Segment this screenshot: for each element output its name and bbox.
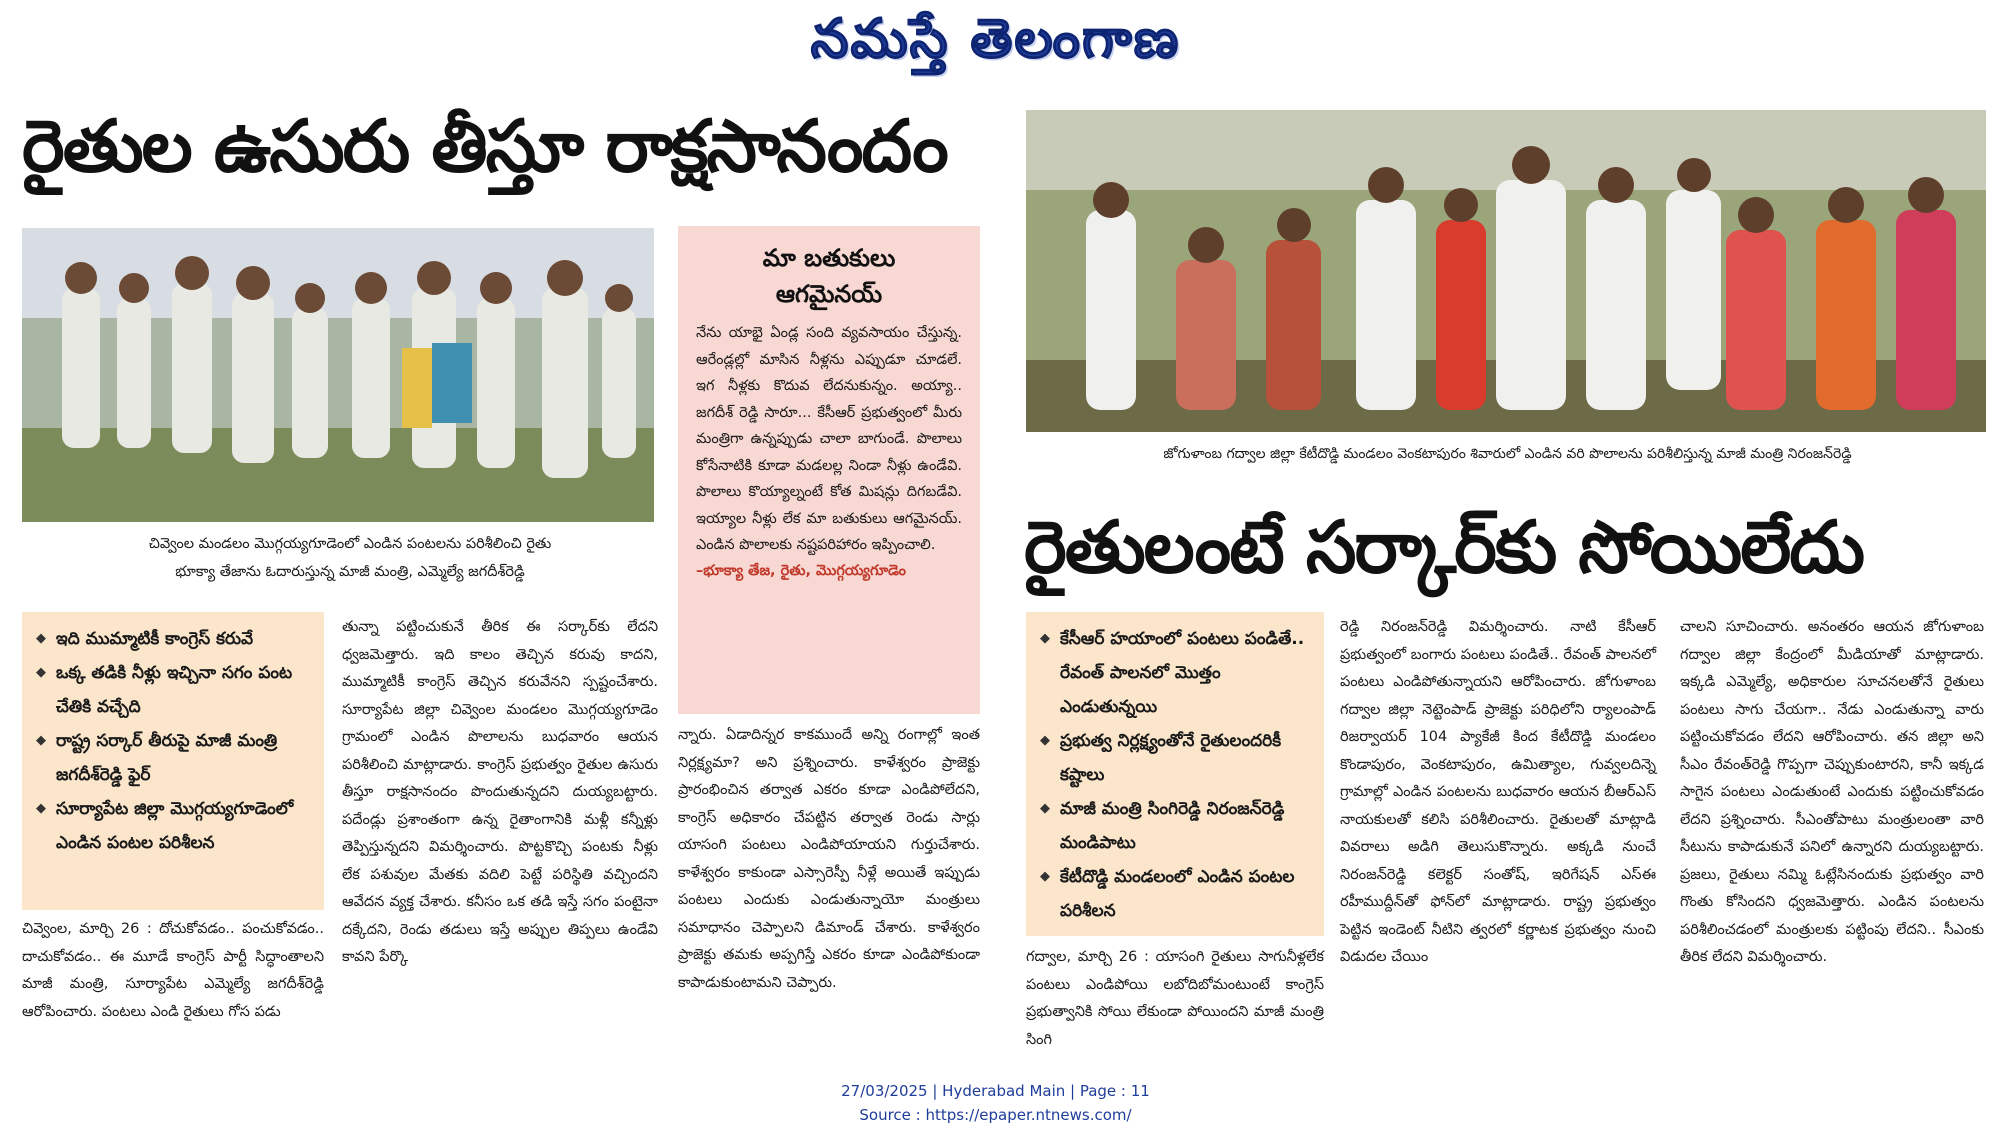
quote-title-line-1: మా బతుకులు xyxy=(762,244,896,272)
quote-title-line-2: ఆగమైనయ్ xyxy=(775,280,883,308)
right-photo-caption: జోగుళాంబ గద్వాల జిల్లా కేటీదొడ్డి మండలం వెంకటాపురం శివారులో ఎండిన వరి పొలాలను పరిశీలిస్తున్న మాజీ మంత్రి నిరంజన్‌రెడ్డి xyxy=(1163,446,1852,462)
newspaper-logo: నమస్తే తెలంగాణ xyxy=(810,6,1181,70)
page-footer-info: 27/03/2025 | Hyderabad Main | Page : 11 xyxy=(841,1082,1150,1100)
left-caption-line-1: చివ్వెంల మండలం మొగ్గయ్యగూడెంలో ఎండిన పంటలను పరిశీలించి రైతు xyxy=(148,536,552,552)
right-story-photo xyxy=(1026,110,1986,432)
source-link[interactable]: Source : https://epaper.ntnews.com/ xyxy=(859,1106,1132,1124)
highlight-item: ◆ రాష్ట్ర సర్కార్ తీరుపై మాజీ మంత్రి జగదీశ్‌రెడ్డి ఫైర్ xyxy=(36,724,314,792)
highlight-item: ◆ ప్రభుత్వ నిర్లక్ష్యంతోనే రైతులందరికీ కష్టాలు xyxy=(1040,724,1314,792)
right-story-column-1: గద్వాల, మార్చి 26 : యాసంగి రైతులు సాగునీళ్లలేక పంటలు ఎండిపోయి లబోదిబోమంటుంటే కాంగ్రెస్ ప్రభుత్వానికి సోయి లేకుండా పోయిందని మాజీ మంత్రి సింగి xyxy=(1026,949,1324,1048)
highlight-item: ◆ ఒక్క తడికి నీళ్లు ఇచ్చినా సగం పంట చేతికి వచ్చేది xyxy=(36,656,314,724)
right-story-highlights xyxy=(1026,612,1324,936)
right-story-headline: రైతులంటే సర్కార్‌కు సోయిలేదు xyxy=(1024,505,1864,589)
highlight-item: ◆ మాజీ మంత్రి సింగిరెడ్డి నిరంజన్‌రెడ్డి మండిపాటు xyxy=(1040,792,1314,860)
left-photo-caption xyxy=(70,530,630,586)
highlight-item: ◆ కేటీదొడ్డి మండలంలో ఎండిన పంటల పరిశీలన xyxy=(1040,860,1314,928)
masthead xyxy=(0,6,1991,76)
right-story-column-2: రెడ్డి నిరంజన్‌రెడ్డి విమర్శించారు. నాటి కేసీఆర్ ప్రభుత్వంలో బంగారు పంటలు పండితే.. రేవంత్ పాలనలో పంటలు ఎండిపోతున్నాయని ఆరోపించారు. జోగుళాంబ గద్వాల జిల్లా నెట్టెంపాడ్ ప్రాజెక్టు పరిధిలోని ర్యాలంపాడ్ రిజర్వాయర్ 104 ప్యాకేజీ కింద కేటీదొడ్డి మండలం కొండాపురం, వెంకటాపురం, ఉమిత్యాల, గువ్వలదిన్నె గ్రామాల్లో ఎండిన పంటలను బుధవారం ఆయన బీఆర్‌ఎస్ నాయకులతో కలిసి పరిశీలించారు. రైతులతో మాట్లాడి వివరాలు అడిగి తెలుసుకొన్నారు. అక్కడి నుంచే నిరంజన్‌రెడ్డి కలెక్టర్ సంతోష్, ఇరిగేషన్ ఎస్‌ఈ రహీముద్దీన్‌తో ఫోన్‌లో మాట్లాడారు. రాష్ట్ర ప్రభుత్వం పెట్టిన ఇండెంట్ నీటిని త్వరలో కర్ణాటక ప్రభుత్వం నుంచి విడుదల చేయిం xyxy=(1340,619,1656,965)
left-story-photo xyxy=(22,228,654,522)
highlight-item: ◆ ఇది ముమ్మాటికీ కాంగ్రెస్ కరువే xyxy=(36,622,314,656)
highlight-item: ◆ సూర్యాపేట జిల్లా మొగ్గయ్యగూడెంలో ఎండిన పంటల పరిశీలన xyxy=(36,792,314,860)
highlight-item: ◆ కేసీఆర్ హయాంలో పంటలు పండితే.. రేవంత్ పాలనలో మొత్తం ఎండుతున్నయి xyxy=(1040,622,1314,724)
left-story-highlights xyxy=(22,612,324,910)
left-story-column-1: చివ్వెంల, మార్చి 26 : దోచుకోవడం.. పంచుకోవడం.. దాచుకోవడం.. ఈ మూడే కాంగ్రెస్ పార్టీ సిద్ధాంతాలని మాజీ మంత్రి, సూర్యాపేట ఎమ్మెల్యే జగదీశ్‌రెడ్డి ఆరోపించారు. పంటలు ఎండి రైతులు గోస పడు xyxy=(22,921,324,1020)
left-story-column-3: న్నారు. ఏడాదిన్నర కాకముందే అన్ని రంగాల్లో ఇంత నిర్లక్ష్యమా? అని ప్రశ్నించారు. కాళేశ్వరం ప్రాజెక్టు ప్రారంభించిన తర్వాత ఎకరం కూడా ఎండిపోలేదని, కాంగ్రెస్ అధికారం చేపట్టిన తర్వాత రెండు సార్లు యాసంగి పంటలు ఎండిపోయాయని గుర్తుచేశారు. కాళేశ్వరం కాకుండా ఎస్సారెస్పీ నీళ్లే అయితే ఇప్పుడు పంటలు ఎందుకు ఎండుతున్నాయో మంత్రులు సమాధానం చెప్పాలని డిమాండ్ చేశారు. కాళేశ్వరం ప్రాజెక్టు తమకు అప్పగిస్తే ఎకరం కూడా ఎండిపోకుండా కాపాడుకుంటామని చెప్పారు. xyxy=(678,727,980,991)
left-story-column-2: తున్నా పట్టించుకునే తీరిక ఈ సర్కార్‌కు లేదని ధ్వజమెత్తారు. ఇది కాలం తెచ్చిన కరువు కాదని, ముమ్మాటికీ కాంగ్రెస్ తెచ్చిన కరువేనని స్పష్టంచేశారు. సూర్యాపేట జిల్లా చివ్వెంల మండలం మొగ్గయ్యగూడెం గ్రామంలో ఎండిన పొలాలను బుధవారం ఆయన పరిశీలించి మాట్లాడారు. కాంగ్రెస్ ప్రభుత్వం రైతుల ఉసురు తీస్తూ రాక్షసానందం పొందుతున్నదని దుయ్యబట్టారు. పదేండ్లు ప్రశాంతంగా ఉన్న రైతాంగానికి మళ్లీ కన్నీళ్లు తెప్పిస్తున్నదని విమర్శించారు. పొట్టకొచ్చి పంటకు నీళ్లు లేక పశువుల మేతకు వదిలి పెట్టే పరిస్థితి వచ్చిందని ఆవేదన వ్యక్త చేశారు. కనీసం ఒక తడి ఇస్తే సగం పంటైనా దక్కేదని, రెండు తడులు ఇస్తే అప్పుల తిప్పలు ఉండేవి కావని పేర్కొ xyxy=(342,619,658,965)
quote-box-title xyxy=(678,240,980,312)
left-caption-line-2: భూక్యా తేజాను ఓదారుస్తున్న మాజీ మంత్రి, ఎమ్మెల్యే జగదీశ్‌రెడ్డి xyxy=(175,564,525,580)
farmer-quote-box xyxy=(678,226,980,714)
left-story-headline: రైతుల ఉసురు తీస్తూ రాక్షసానందం xyxy=(22,104,947,188)
right-story-column-3: చాలని సూచించారు. అనంతరం ఆయన జోగుళాంబ గద్వాల జిల్లా కేంద్రంలో మీడియాతో మాట్లాడారు. ఇక్కడి ఎమ్మెల్యే, అధికారుల సూచనలతోనే రైతులు పంటలు సాగు చేయగా.. నేడు ఎండుతున్నా వారు పట్టించుకోవడం లేదని ఆరోపించారు. తన జిల్లా అని సీఎం రేవంత్‌రెడ్డి గొప్పగా చెప్పుకుంటారని, కానీ ఇక్కడ సాగైన పంటలు ఎండుతుంటే ఎందుకు పట్టించుకోవడం లేదని ప్రశ్నించారు. సీఎంతోపాటు మంత్రులంతా వారి సీటును కాపాడుకునే పనిలో ఉన్నారని దుయ్యబట్టారు. ప్రజలు, రైతులు నమ్మి ఓట్లేసినందుకు ప్రభుత్వం వారి గొంతు కోసిందని ధ్వజమెత్తారు. ఎండిన పంటలను పరిశీలించడంలో మంత్రులకు పట్టింపు లేదని.. సీఎంకు తీరిక లేదని విమర్శించారు. xyxy=(1680,619,1984,965)
quote-credit: –భూక్యా తేజ, రైతు, మొగ్గయ్యగూడెం xyxy=(696,562,907,579)
quote-body: నేను యాభై ఏండ్ల సంది వ్యవసాయం చేస్తున్న. ఆరేండ్లల్లో మాసిన నీళ్లను ఎప్పుడూ చూడలే. ఇగ నీళ్లకు కొదువ లేదనుకున్నం. అయ్యా.. జగదీశ్ రెడ్డి సారూ... కేసీఆర్ ప్రభుత్వంలో మీరు మంత్రిగా ఉన్నప్పుడు చాలా బాగుండే. పొలాలు కోసేనాటికి కూడా మడలల్ల నిండా నీళ్లు ఉండేవి. పొలాలు కొయ్యాల్నంటే కోత మిషన్లు దిగబడేవి. ఇయ్యాల నీళ్లు లేక మా బతుకులు ఆగమైనయ్. ఎండిన పొలాలకు నష్టపరిహారం ఇప్పించాలి. xyxy=(696,325,962,553)
